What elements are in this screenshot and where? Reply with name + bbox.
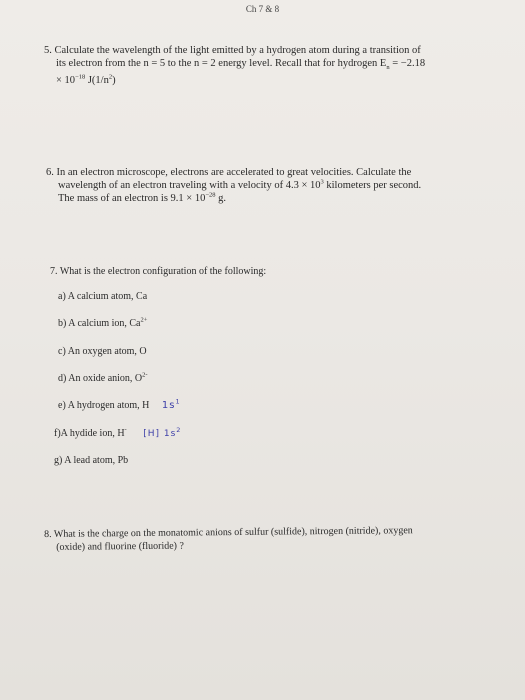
question-6-exponent-2: −28 [205,191,216,199]
item-f-charge: - [124,426,127,434]
question-5 [44,44,514,87]
question-6-line-2a: wavelength of an electron traveling with a velocity of 4.3 × 10 [58,180,321,191]
question-6-line-3a: The mass of an electron is 9.1 × 10 [58,193,206,204]
question-7-prompt: What is the electron configuration of the following: [59,266,267,277]
item-c-label: c) An oxygen atom, O [58,346,147,357]
handwritten-answer-f-sup: 2 [176,426,182,434]
item-g-label: g) A lead atom, Pb [54,455,129,466]
question-5-line-1: Calculate the wavelength of the light emitted by a hydrogen atom during a transition of [54,45,421,56]
item-b-label: b) A calcium ion, Ca [58,318,141,329]
question-7-item-g [54,455,128,466]
question-5-exponent: −18 [75,73,86,81]
question-5-line-3c: ) [112,75,116,87]
question-7 [50,265,510,278]
question-6-exponent: 3 [320,178,324,186]
question-6-line-2b: kilometers per second. [323,180,422,191]
question-5-line-2-end: = −2.18 [389,58,426,69]
question-7-item-d [58,373,148,384]
question-7-item-c [58,346,147,357]
item-e-label: e) A hydrogen atom, H [58,400,150,411]
page-header: Ch 7 & 8 [245,4,280,14]
question-8-line-2: (oxide) and fluorine (fluoride) ? [56,540,184,553]
handwritten-answer-f-text: [H] 1s [143,429,177,439]
handwritten-answer-e-sup: 1 [175,397,181,406]
question-7-item-a [58,291,147,302]
question-6-line-1: In an electron microscope, electrons are accelerated to great velocities. Calculate the [56,167,412,178]
handwritten-answer-e [161,397,181,411]
question-5-line-2-sub: n [386,64,390,72]
question-5-number: 5. [44,45,52,56]
question-8 [44,523,514,554]
question-7-item-e [58,397,181,411]
handwritten-answer-f [143,426,182,439]
item-d-charge: 2- [142,371,148,379]
question-8-line-1: What is the charge on the monatomic anions of sulfur (sulfide), nitrogen (nitride), oxygen [53,525,413,540]
question-6-number: 6. [46,167,54,178]
item-b-charge: 2+ [140,316,148,324]
question-5-line-3a: × 10 [56,75,76,87]
question-7-item-b [58,318,147,329]
item-f-label: f)A hydide ion, H [54,428,125,439]
question-6 [46,166,516,205]
question-8-number: 8. [44,528,52,540]
handwritten-answer-e-text: 1s [161,400,176,411]
question-7-number: 7. [50,266,58,277]
item-d-label: d) An oxide anion, O [58,373,143,384]
question-6-line-3b: g. [215,193,227,204]
question-5-exponent-2: 2 [108,73,113,81]
item-a-label: a) A calcium atom, Ca [58,291,148,302]
question-7-item-f [54,428,181,439]
question-5-line-3b: J(1/n [85,75,109,87]
question-5-line-2: its electron from the n = 5 to the n = 2 energy level. Recall that for hydrogen E [56,58,387,69]
